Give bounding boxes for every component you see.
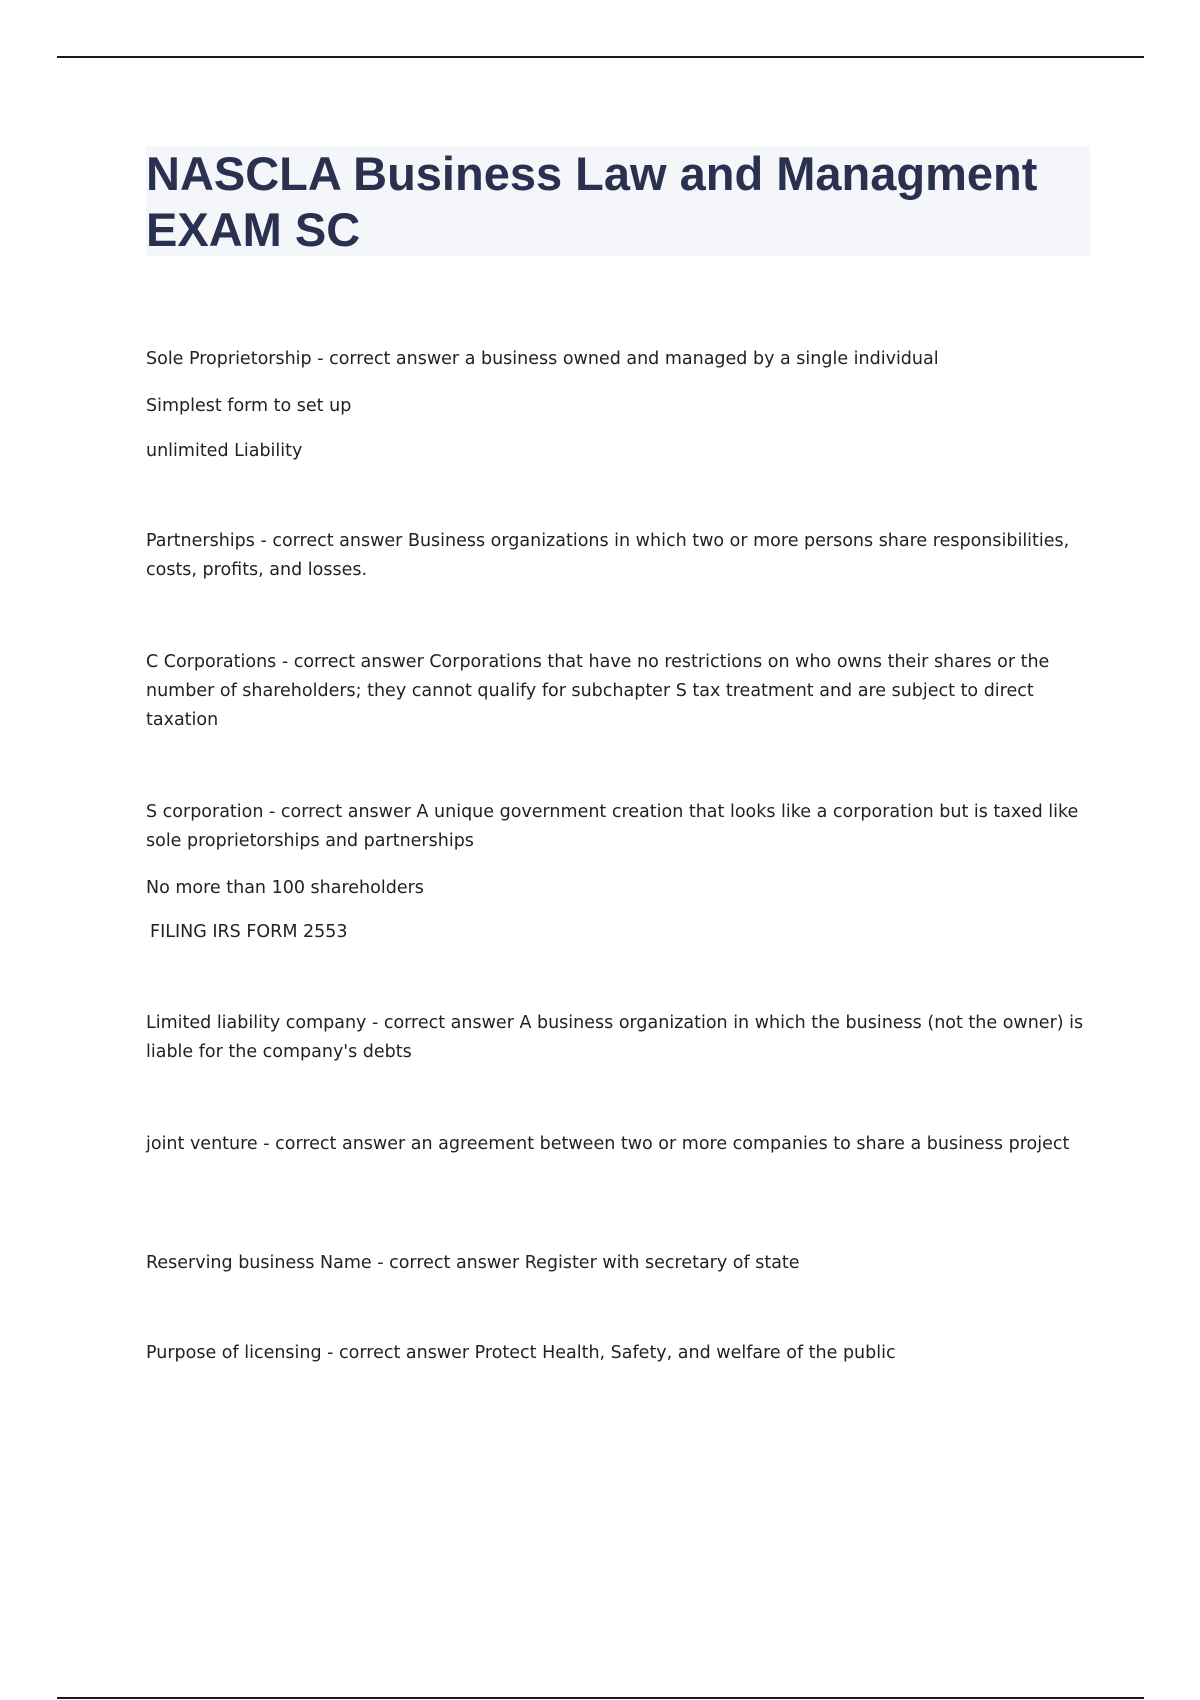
- entry-partnerships: Partnerships - correct answer Business organizations in which two or more persons share responsibilities, costs, profits, and losses.: [146, 531, 1070, 580]
- entry-joint-venture: joint venture - correct answer an agreement between two or more companies to share a business project: [146, 1134, 1070, 1154]
- page-title-line-2: EXAM SC: [146, 203, 361, 256]
- entry-sole-proprietorship: Sole Proprietorship - correct answer a business owned and managed by a single individual: [146, 349, 939, 369]
- entry-c-corporations: C Corporations - correct answer Corporations that have no restrictions on who owns their shares or the number of shareholders; they cannot qualify for subchapter S tax treatment and are subject to direct taxation: [146, 652, 1050, 730]
- entry-purpose-of-licensing: Purpose of licensing - correct answer Protect Health, Safety, and welfare of the public: [146, 1343, 896, 1363]
- bottom-rule: [57, 1697, 1144, 1699]
- entry-s-corporation: S corporation - correct answer A unique government creation that looks like a corporation but is taxed like sole proprietorships and partnerships: [146, 802, 1079, 851]
- entry-reserving-business-name: Reserving business Name - correct answer Register with secretary of state: [146, 1253, 800, 1273]
- entry-note-unlimited-liability: unlimited Liability: [146, 441, 303, 461]
- entry-note-shareholders: No more than 100 shareholders: [146, 878, 424, 898]
- entry-limited-liability-company: Limited liability company - correct answer A business organization in which the business (not the owner) is liable for the company's debts: [146, 1013, 1084, 1062]
- top-rule: [57, 56, 1144, 58]
- entry-note-simplest-form: Simplest form to set up: [146, 396, 352, 416]
- entry-note-irs-form: FILING IRS FORM 2553: [150, 922, 348, 942]
- page-title-line-1: NASCLA Business Law and Managment: [146, 147, 1038, 200]
